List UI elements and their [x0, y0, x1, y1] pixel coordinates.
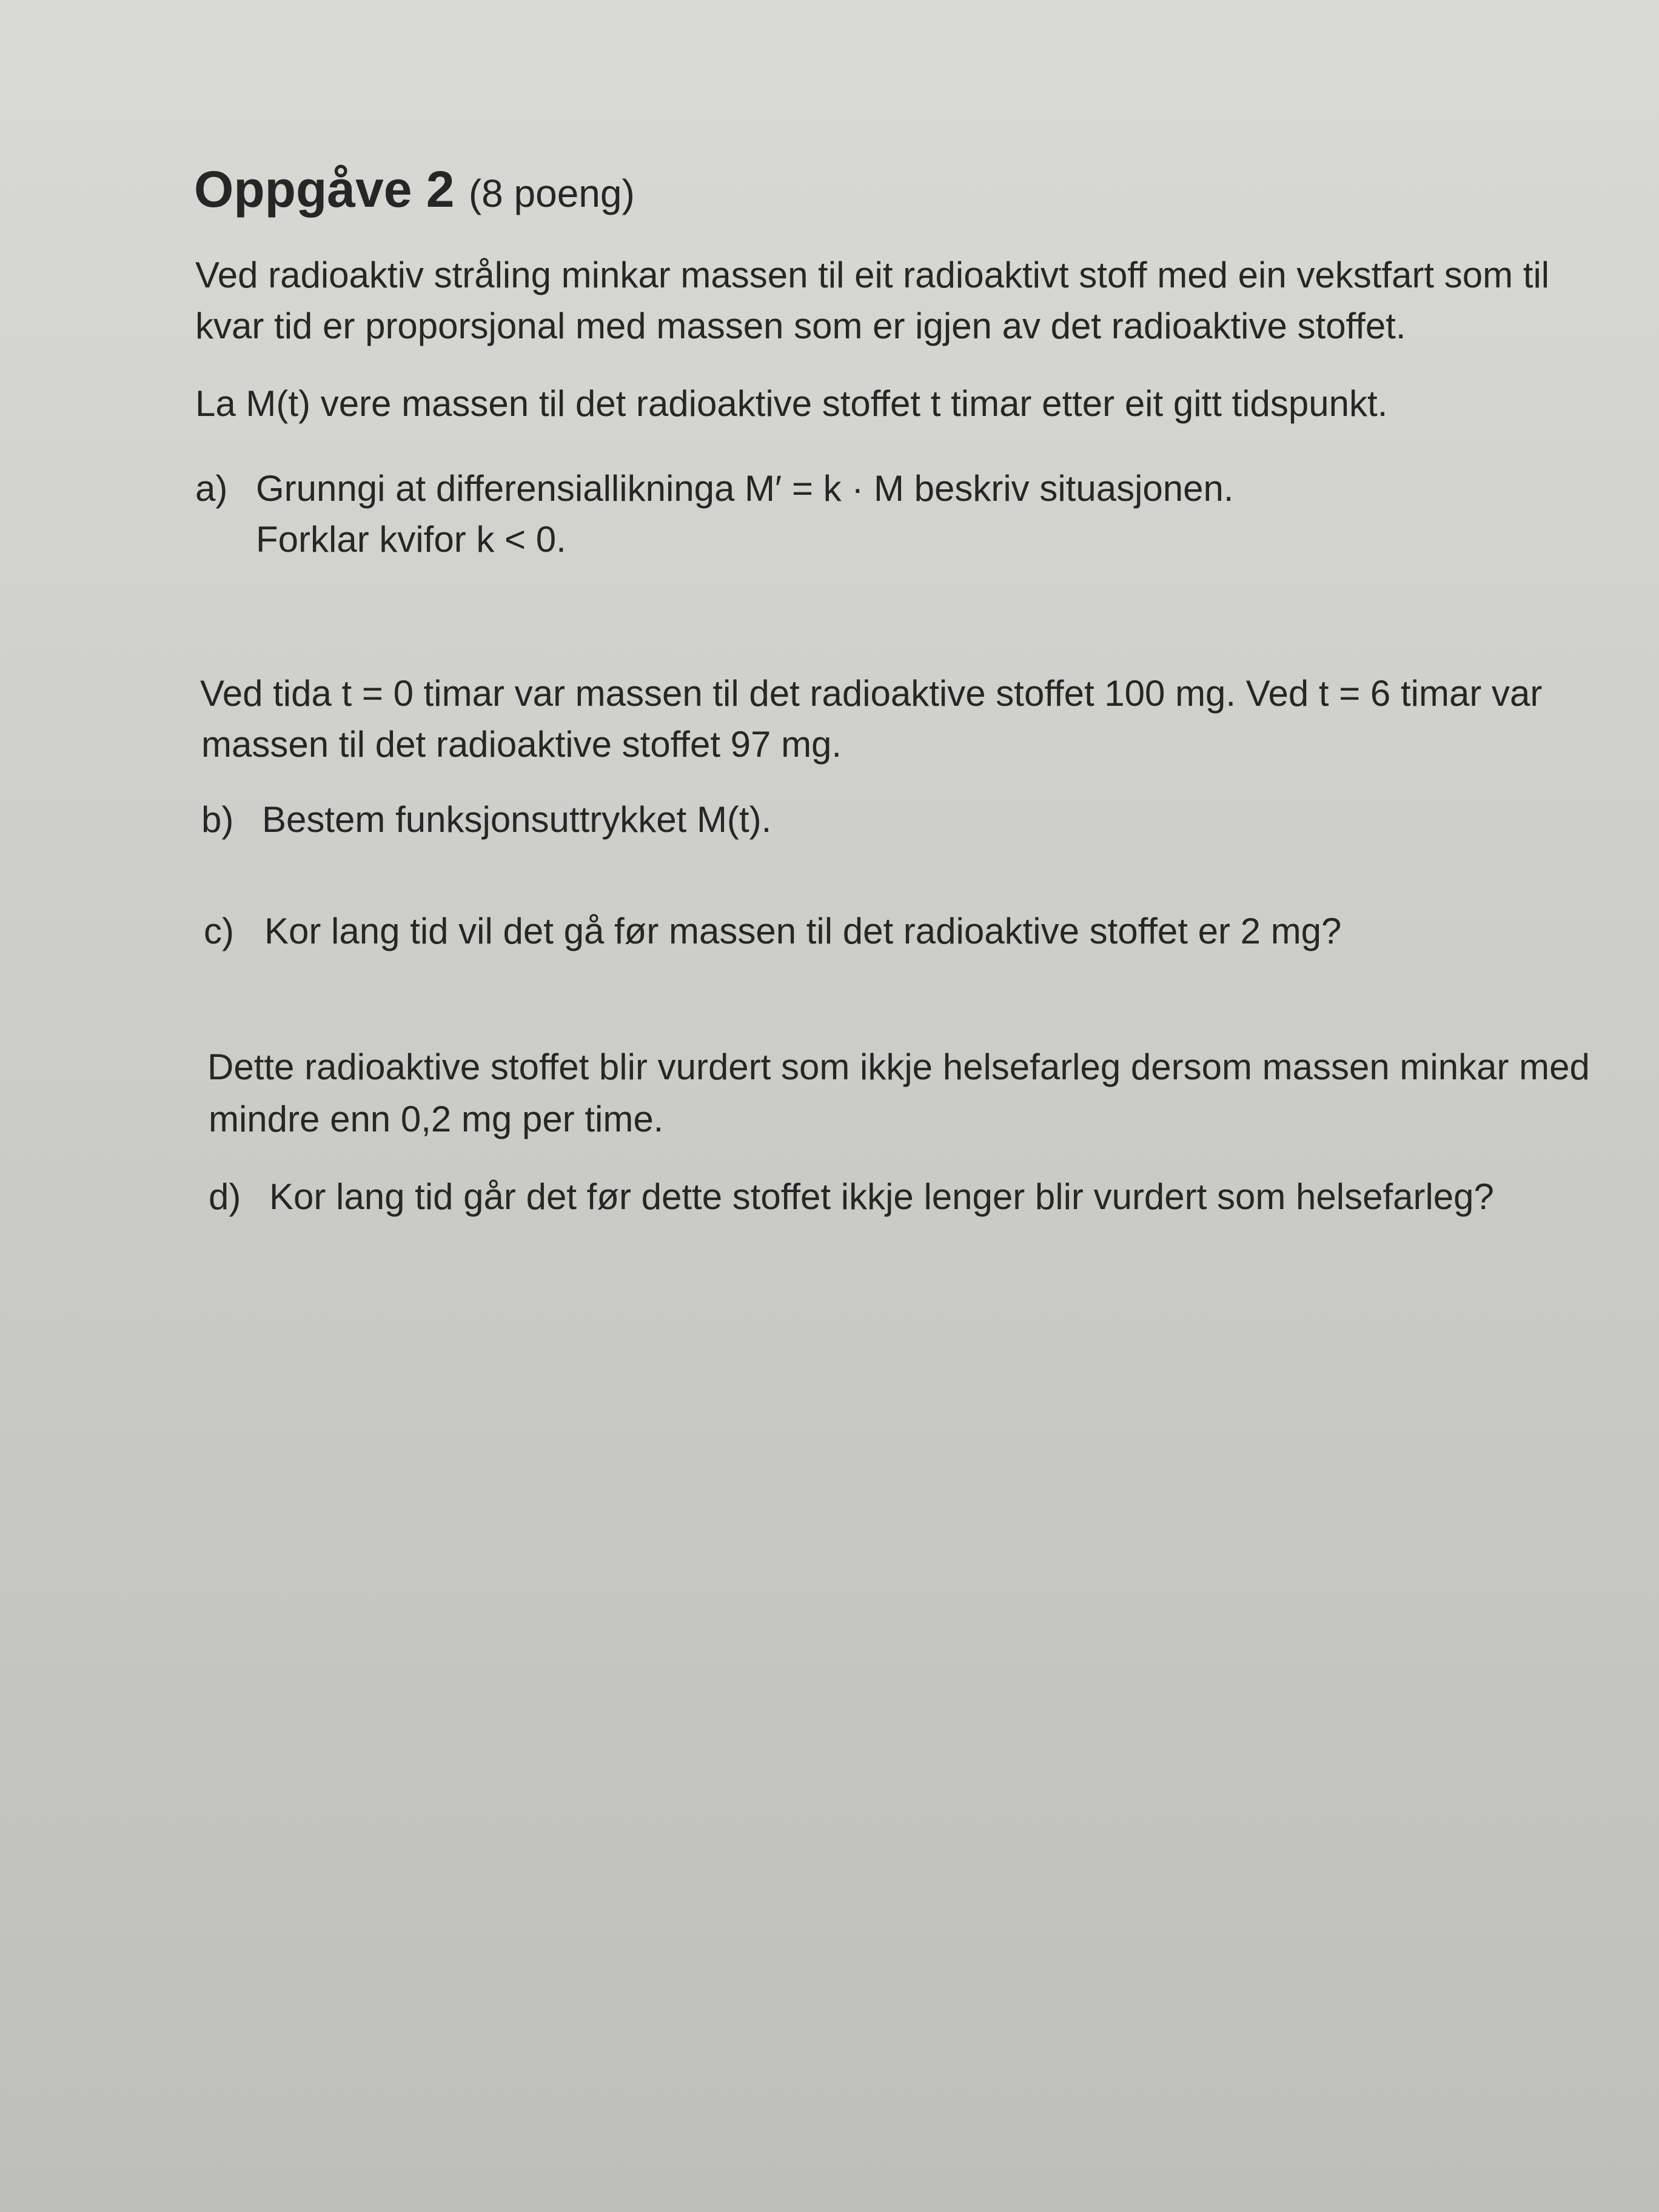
task-a-letter: a) — [195, 468, 228, 509]
task-c-letter: c) — [204, 911, 234, 951]
task-d-letter: d) — [209, 1176, 241, 1217]
task-d-text: Kor lang tid går det før dette stoffet ikkje lenger blir vurdert som helsefarleg? — [269, 1176, 1494, 1217]
definition-line: La M(t) vere massen til det radioaktive stoffet t timar etter eit gitt tidspunkt. — [195, 383, 1388, 424]
info-d-line-2: mindre enn 0,2 mg per time. — [209, 1099, 664, 1139]
task-a — [195, 463, 1234, 565]
task-c-text: Kor lang tid vil det gå før massen til det radioaktive stoffet er 2 mg? — [264, 911, 1342, 951]
task-b — [201, 794, 771, 845]
info-d-line-1: Dette radioaktive stoffet blir vurdert som ikkje helsefarleg dersom massen minkar med — [207, 1047, 1590, 1087]
task-b-text: Bestem funksjonsuttrykket M(t). — [262, 799, 772, 840]
task-a-line-1: Grunngi at differensiallikninga M′ = k · M beskriv situasjonen. — [256, 468, 1234, 509]
info-bc-line-2: massen til det radioaktive stoffet 97 mg. — [201, 724, 842, 765]
intro-line-1: Ved radioaktiv stråling minkar massen til eit radioaktivt stoff med ein vekstfart som til — [195, 255, 1550, 295]
task-points: (8 poeng) — [468, 172, 635, 215]
task-d — [209, 1171, 1494, 1222]
info-bc-line-1: Ved tida t = 0 timar var massen til det radioaktive stoffet 100 mg. Ved t = 6 timar var — [200, 673, 1543, 714]
task-title: Oppgåve 2 — [194, 161, 455, 218]
task-heading — [194, 159, 635, 224]
task-a-line-2: Forklar kvifor k < 0. — [256, 519, 566, 560]
task-c — [204, 906, 1341, 957]
task-b-letter: b) — [201, 799, 234, 840]
intro-line-2: kvar tid er proporsjonal med massen som er igjen av det radioaktive stoffet. — [195, 306, 1406, 346]
